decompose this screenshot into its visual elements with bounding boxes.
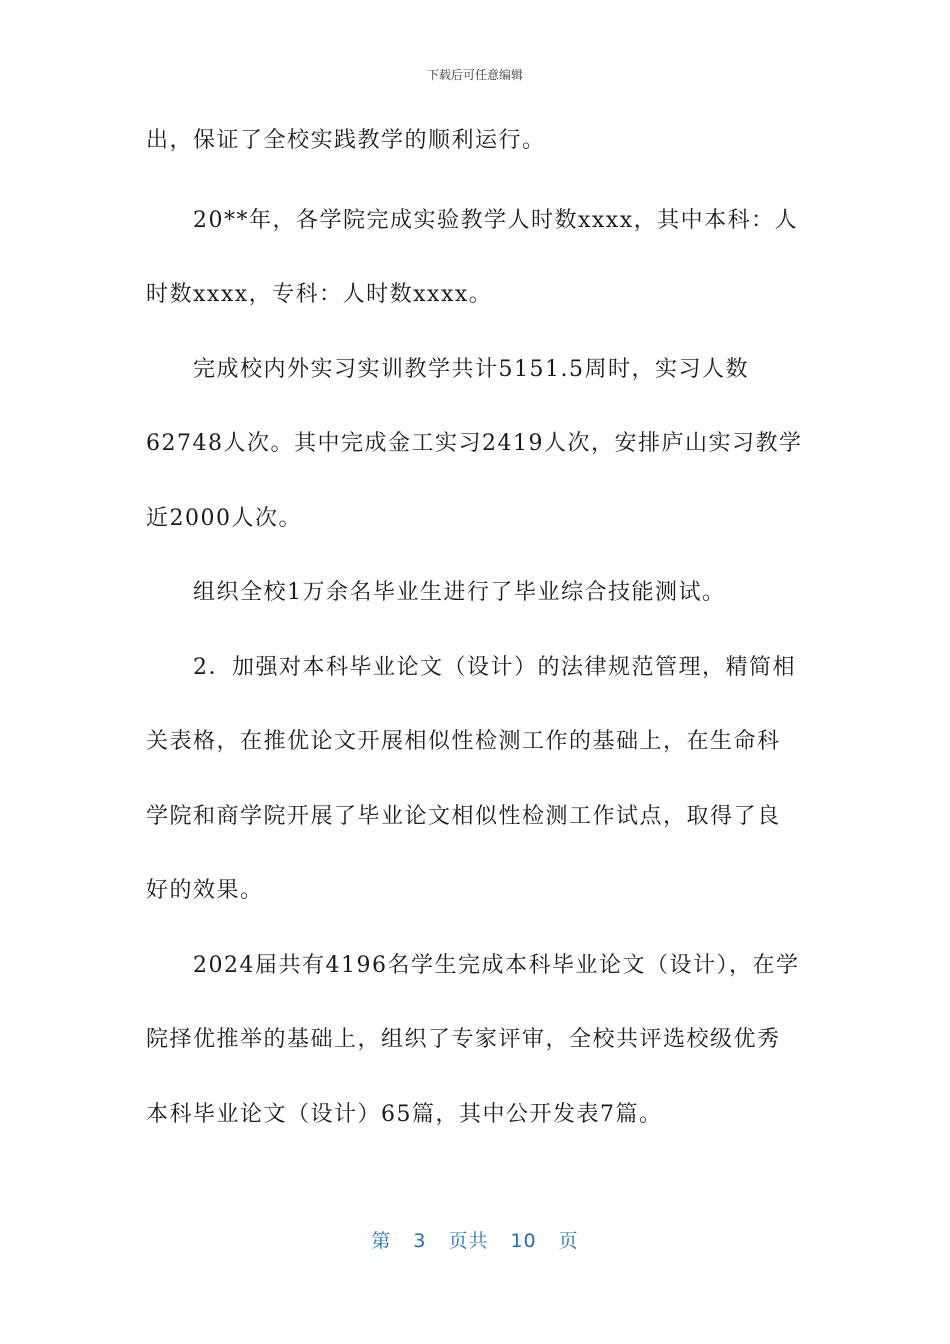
header-note: 下载后可任意编辑 [426,68,523,82]
text-line: 62748人次。其中完成金工实习2419人次，安排庐山实习教学 [146,431,803,456]
text-line: 时数xxxx，专科：人时数xxxx。 [146,282,493,307]
text-line: 好的效果。 [146,878,264,903]
current-page-number: 3 [413,1230,427,1252]
text-line: 2024届共有4196名学生完成本科毕业论文（设计），在学 [193,953,800,978]
text-line: 完成校内外实习实训教学共计5151.5周时，实习人数 [193,357,749,382]
text-line: 组织全校1万余名毕业生进行了毕业综合技能测试。 [193,580,726,605]
text-line: 院择优推举的基础上，组织了专家评审，全校共评选校级优秀 [146,1027,781,1052]
footer-prefix: 第 [371,1230,392,1252]
text-line: 2．加强对本科毕业论文（设计）的法律规范管理，精简相 [193,655,796,680]
text-line: 20**年，各学院完成实验教学人时数xxxx，其中本科：人 [193,208,799,233]
text-line: 近2000人次。 [146,506,302,531]
text-line: 学院和商学院开展了毕业论文相似性检测工作试点，取得了良 [146,804,781,829]
text-line: 本科毕业论文（设计）65篇，其中公开发表7篇。 [146,1102,663,1127]
footer-middle: 页共 [448,1230,489,1252]
text-line: 关表格，在推优论文开展相似性检测工作的基础上，在生命科 [146,729,781,754]
total-page-count: 10 [510,1230,537,1252]
text-line: 出，保证了全校实践教学的顺利运行。 [146,128,546,153]
footer-suffix: 页 [558,1230,579,1252]
page-number-footer [0,1226,950,1253]
